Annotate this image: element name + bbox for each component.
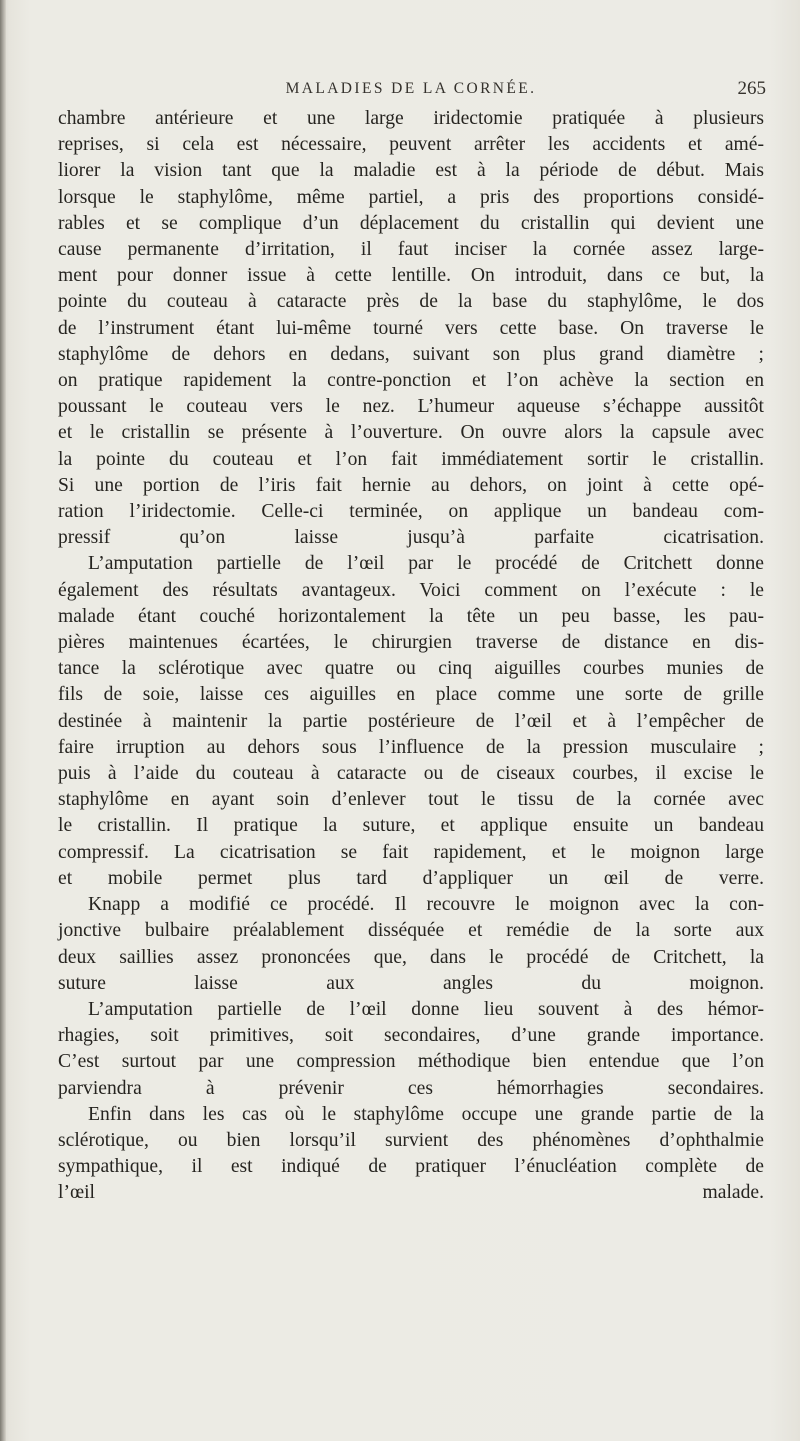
text-line: destinée à maintenir la partie postérieure de l’œil et à l’empêcher de xyxy=(58,710,764,732)
text-line: deux saillies assez prononcées que, dans le procédé de Critchett, la xyxy=(58,946,764,968)
text-line: fils de soie, laisse ces aiguilles en place comme une sorte de grille xyxy=(58,684,764,706)
text-line: et le cristallin se présente à l’ouverture. On ouvre alors la capsule avec xyxy=(58,422,764,444)
paragraph xyxy=(58,1102,764,1207)
text-line: compressif. La cicatrisation se fait rapidement, et le moignon large xyxy=(58,841,764,863)
text-line: l’œil malade. xyxy=(58,1182,764,1204)
text-line: ment pour donner issue à cette lentille. On introduit, dans ce but, la xyxy=(58,265,764,287)
text-line: pières maintenues écartées, le chirurgien traverse de distance en dis- xyxy=(58,632,764,654)
paragraph xyxy=(58,892,764,997)
text-line: lorsque le staphylôme, même partiel, a pris des proportions considé- xyxy=(58,186,764,208)
text-line: également des résultats avantageux. Voici comment on l’exécute : le xyxy=(58,579,764,601)
body-text xyxy=(58,106,764,1207)
text-line: chambre antérieure et une large iridectomie pratiquée à plusieurs xyxy=(58,108,764,129)
text-line: malade étant couché horizontalement la tête un peu basse, les pau- xyxy=(58,605,764,627)
text-line: rables et se complique d’un déplacement du cristallin qui devient une xyxy=(58,212,764,234)
text-line: parviendra à prévenir ces hémorrhagies secondaires. xyxy=(58,1077,764,1099)
text-line: on pratique rapidement la contre-ponction et l’on achève la section en xyxy=(58,370,764,392)
text-line: suture laisse aux angles du moignon. xyxy=(58,972,764,994)
text-line: C’est surtout par une compression méthodique bien entendue que l’on xyxy=(58,1051,764,1073)
paragraph xyxy=(58,551,764,892)
text-line: pressif qu’on laisse jusqu’à parfaite cicatrisation. xyxy=(58,527,764,549)
page-binding-edge xyxy=(0,0,6,1441)
text-line: L’amputation partielle de l’œil par le procédé de Critchett donne xyxy=(88,553,764,575)
text-line: de l’instrument étant lui-même tourné vers cette base. On traverse le xyxy=(58,317,764,339)
page-number: 265 xyxy=(737,78,766,99)
text-line: ration l’iridectomie. Celle-ci terminée, on applique un bandeau com- xyxy=(58,501,764,523)
text-line: reprises, si cela est nécessaire, peuvent arrêter les accidents et amé- xyxy=(58,134,764,156)
running-header xyxy=(56,80,766,104)
text-line: jonctive bulbaire préalablement disséquée et remédie de la sorte aux xyxy=(58,920,764,942)
paragraph xyxy=(58,997,764,1102)
text-line: faire irruption au dehors sous l’influence de la pression musculaire ; xyxy=(58,736,764,758)
text-line: Si une portion de l’iris fait hernie au dehors, on joint à cette opé- xyxy=(58,474,764,496)
text-line: Knapp a modifié ce procédé. Il recouvre le moignon avec la con- xyxy=(88,894,764,916)
text-line: la pointe du couteau et l’on fait immédiatement sortir le cristallin. xyxy=(58,448,764,470)
text-line: le cristallin. Il pratique la suture, et applique ensuite un bandeau xyxy=(58,815,764,837)
text-line: Enfin dans les cas où le staphylôme occupe une grande partie de la xyxy=(88,1103,764,1125)
text-line: puis à l’aide du couteau à cataracte ou de ciseaux courbes, il excise le xyxy=(58,763,764,785)
text-line: cause permanente d’irritation, il faut inciser la cornée assez large- xyxy=(58,239,764,261)
text-line: pointe du couteau à cataracte près de la base du staphylôme, le dos xyxy=(58,291,764,313)
running-title: MALADIES DE LA CORNÉE. xyxy=(285,80,537,97)
text-line: staphylôme en ayant soin d’enlever tout le tissu de la cornée avec xyxy=(58,789,764,811)
paragraph xyxy=(58,106,764,551)
text-line: liorer la vision tant que la maladie est à la période de début. Mais xyxy=(58,160,764,182)
text-line: tance la sclérotique avec quatre ou cinq aiguilles courbes munies de xyxy=(58,658,764,680)
text-line: poussant le couteau vers le nez. L’humeur aqueuse s’échappe aussitôt xyxy=(58,396,764,418)
text-line: L’amputation partielle de l’œil donne lieu souvent à des hémor- xyxy=(88,998,764,1020)
text-line: staphylôme de dehors en dedans, suivant son plus grand diamètre ; xyxy=(58,343,764,365)
text-line: sclérotique, ou bien lorsqu’il survient des phénomènes d’ophthalmie xyxy=(58,1129,764,1151)
text-line: sympathique, il est indiqué de pratiquer l’énucléation complète de xyxy=(58,1156,764,1178)
text-line: et mobile permet plus tard d’appliquer un œil de verre. xyxy=(58,867,764,889)
text-line: rhagies, soit primitives, soit secondaires, d’une grande importance. xyxy=(58,1025,764,1047)
